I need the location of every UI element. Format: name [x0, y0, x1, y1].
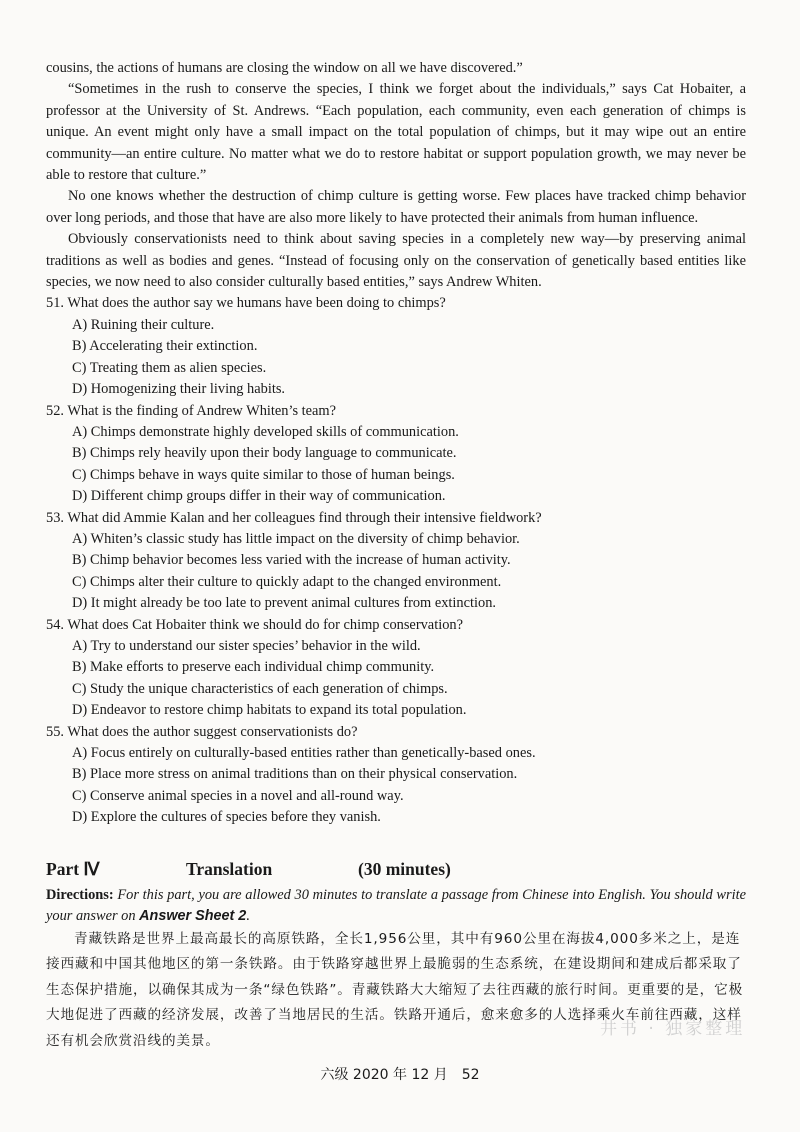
answer-option: A) Chimps demonstrate highly developed skills of communication. [72, 423, 459, 440]
question-53 [46, 508, 746, 615]
passage-paragraph: cousins, the actions of humans are closing the window on all we have discovered.” [46, 60, 523, 76]
answer-option: D) It might already be too late to prevent animal cultures from extinction. [72, 595, 496, 612]
directions-end: . [246, 907, 250, 924]
directions-label: Directions: [46, 886, 114, 903]
question-stem: 54. What does Cat Hobaiter think we should do for chimp conservation? [46, 616, 463, 633]
question-55 [46, 722, 746, 829]
question-stem: 55. What does the author suggest conservationists do? [46, 723, 358, 740]
answer-option: C) Treating them as alien species. [72, 359, 267, 376]
answer-option: B) Make efforts to preserve each individual chimp community. [72, 659, 435, 676]
question-51 [46, 293, 746, 400]
passage-paragraph: No one knows whether the destruction of chimp culture is getting worse. Few places have tracked chimp behavior over long periods, and those that have are also more likely to have protected their animals from human influence. [46, 188, 746, 226]
answer-option: B) Place more stress on animal traditions than on their physical conservation. [72, 766, 518, 783]
part-number: Part Ⅳ [46, 858, 100, 879]
part-time: (30 minutes) [358, 858, 451, 879]
answer-option: B) Accelerating their extinction. [72, 338, 258, 355]
question-stem: 51. What does the author say we humans have been doing to chimps? [46, 295, 446, 312]
answer-option: C) Chimps behave in ways quite similar to those of human beings. [72, 466, 455, 483]
part-heading [46, 857, 746, 881]
passage-paragraph: “Sometimes in the rush to conserve the species, I think we forget about the individuals,” says Cat Hobaiter, a professor at the University of St. Andrews. “Each population, each community, even each generation of chimps is unique. An event might only have a small impact on the total population of chimps, but it may wipe out an entire community—an entire culture. No matter what we do to restore habitat or support population growth, we may never be able to restore that culture.” [46, 81, 746, 184]
question-54 [46, 615, 746, 722]
answer-option: D) Endeavor to restore chimp habitats to expand its total population. [72, 702, 467, 719]
answer-option: A) Try to understand our sister species’ behavior in the wild. [72, 637, 421, 654]
answer-option: D) Explore the cultures of species before they vanish. [72, 809, 381, 826]
answer-option: B) Chimp behavior becomes less varied with the increase of human activity. [72, 552, 511, 569]
page-footer: 六级 2020 年 12 月 52 [320, 1067, 480, 1083]
question-52 [46, 401, 746, 508]
part-title: Translation [186, 858, 273, 879]
answer-option: C) Conserve animal species in a novel and all-round way. [72, 787, 404, 804]
answer-sheet-reference: Answer Sheet 2 [139, 907, 247, 924]
answer-option: B) Chimps rely heavily upon their body language to communicate. [72, 445, 457, 462]
page-content [46, 58, 746, 1054]
answer-option: D) Homogenizing their living habits. [72, 381, 286, 398]
directions [46, 885, 746, 927]
directions-text: For this part, you are allowed 30 minutes to translate a passage from Chinese into English. You should write your answer on [46, 886, 746, 924]
answer-option: C) Chimps alter their culture to quickly adapt to the changed environment. [72, 573, 502, 590]
answer-option: A) Ruining their culture. [72, 316, 215, 333]
answer-option: A) Whiten’s classic study has little impact on the diversity of chimp behavior. [72, 530, 520, 547]
question-stem: 52. What is the finding of Andrew Whiten’s team? [46, 402, 337, 419]
answer-option: D) Different chimp groups differ in their way of communication. [72, 488, 446, 505]
answer-option: A) Focus entirely on culturally-based entities rather than genetically-based ones. [72, 745, 536, 761]
watermark: 井书 · 独家整理 [600, 1019, 746, 1039]
answer-option: C) Study the unique characteristics of each generation of chimps. [72, 680, 448, 697]
passage-paragraph: Obviously conservationists need to think about saving species in a completely new way—by preserving animal traditions as well as bodies and genes. “Instead of focusing only on the conservation of genetically based entities like species, we now need to also consider culturally based entities,” says Andrew Whiten. [46, 231, 746, 291]
question-stem: 53. What did Ammie Kalan and her colleagues find through their intensive fieldwork? [46, 509, 542, 526]
chinese-passage: 青藏铁路是世界上最高最长的高原铁路，全长1,956公里，其中有960公里在海拔4,000多米之上，是连接西藏和中国其他地区的第一条铁路。由于铁路穿越世界上最脆弱的生态系统，在建设期间和建成后都采取了生态保护措施，以确保其成为一条“绿色铁路”。青藏铁路大大缩短了去往西藏的旅行时间。更重要的是，它极大地促进了西藏的经济发展，改善了当地居民的生活。铁路开通后，愈来愈多的人选择乘火车前往西藏，这样还有机会欣赏沿线的美景。 [46, 930, 744, 1049]
